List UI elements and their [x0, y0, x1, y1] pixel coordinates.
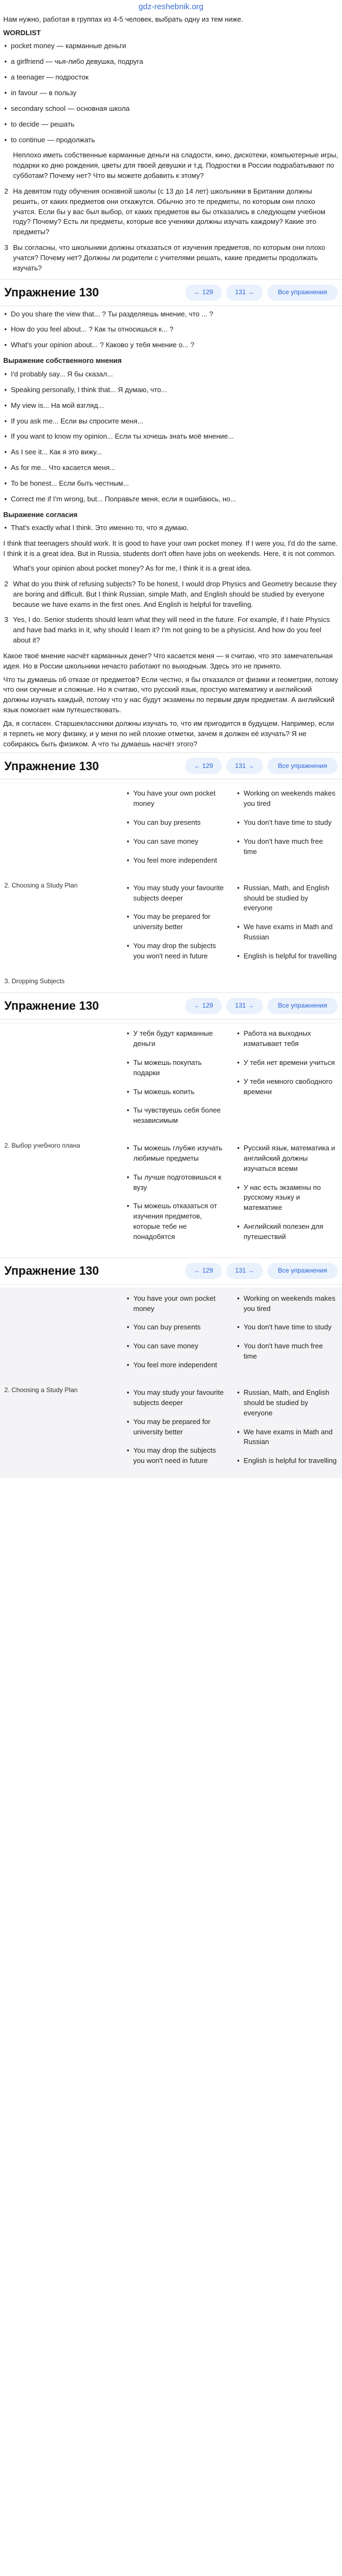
list-item: • a teenager — подросток — [3, 72, 339, 83]
list-item: • You have your own pocket money — [126, 1294, 227, 1314]
prev-exercise-button[interactable]: ← 129 — [185, 284, 222, 301]
list-item: • You may be prepared for university better — [126, 1417, 227, 1438]
answer-2 — [3, 579, 339, 610]
pros-list — [126, 1029, 227, 1126]
agreement-title: Выражение согласия — [3, 510, 78, 519]
list-item: • Working on weekends makes you tired — [236, 1294, 338, 1314]
list-item: • I'd probably say... Я бы сказал... — [3, 369, 339, 380]
table-cell — [232, 1023, 342, 1138]
list-item: • Ты можешь глубже изучать любимые предметы — [126, 1143, 227, 1164]
table-cell — [0, 783, 121, 877]
table-cell — [0, 1288, 121, 1382]
answer-ru-1: Какое твоё мнение насчёт карманных денег? Что касается меня — я считаю, что это замечательная идея. Но в России школьники нечасто работают по выходным. Здесь это не принято. — [3, 651, 333, 670]
list-item: • Работа на выходных изматывает тебя — [236, 1029, 338, 1049]
table-cell — [232, 878, 342, 974]
pros-list — [126, 1388, 227, 1466]
list-item: • You can save money — [126, 1341, 227, 1352]
next-exercise-button[interactable]: 131 → — [226, 998, 263, 1014]
table-cell — [121, 1288, 232, 1382]
list-item: • You don't have time to study — [236, 1322, 338, 1333]
list-item: • pocket money — карманные деньги — [3, 41, 339, 51]
list-item: • in favour — в пользу — [3, 88, 339, 98]
cons-list — [236, 1294, 338, 1362]
answer-2-text: What do you think of refusing subjects? To be honest, I would drop Physics and Geometry because they are boring and difficult. But I think Russian, simple Math, and English should be studied by everyone because we have exams in the first ones. And English is helpful for travelling. — [13, 579, 337, 608]
list-item: • You may drop the subjects you won't need in future — [126, 1446, 227, 1466]
table-cell — [121, 1382, 232, 1478]
question-1-text: Неплохо иметь собственные карманные деньги на сладости, кино, дискотеки, компьютерные игры, подарки ко дню рождения, цветы для твоей девушки и т.д. Подростки в России подрабатывают по субботам? Почему нет? Что вы можете добавить к этому? — [13, 151, 338, 180]
answers-list — [3, 564, 339, 646]
question-1 — [3, 150, 339, 181]
prev-exercise-button[interactable]: ← 129 — [185, 1263, 222, 1279]
list-item: • You may drop the subjects you won't need in future — [126, 941, 227, 962]
question-number: 3 — [4, 243, 9, 252]
table-cell — [121, 878, 232, 974]
exercise-nav-bar — [0, 1257, 342, 1284]
table-cell — [121, 1023, 232, 1138]
pros-list — [126, 883, 227, 962]
list-item: • If you ask me... Если вы спросите меня... — [3, 416, 339, 427]
list-item: • Russian, Math, and English should be studied by everyone — [236, 883, 338, 914]
nav-controls — [185, 284, 338, 301]
next-exercise-button[interactable]: 131 → — [226, 758, 263, 774]
cons-list — [236, 1029, 338, 1097]
exercise-nav-bar — [0, 992, 342, 1019]
prev-exercise-button[interactable]: ← 129 — [185, 998, 222, 1014]
list-item: • We have exams in Math and Russian — [236, 922, 338, 943]
task-intro-section — [0, 15, 342, 274]
table-cell — [232, 1382, 342, 1478]
list-item: • You can save money — [126, 837, 227, 847]
table-cell — [232, 974, 342, 989]
list-item: • You don't have much free time — [236, 837, 338, 857]
list-item: • You feel more independent — [126, 856, 227, 866]
list-item: • As for me... Что касается меня... — [3, 463, 339, 473]
answer-1-opinion: What's your opinion about pocket money? As for me, I think it is a great idea. — [13, 564, 252, 572]
table-cell — [121, 974, 232, 989]
table-cell — [121, 1138, 232, 1254]
list-item: • Ты можешь копить — [126, 1087, 227, 1097]
exercise-title: Упражнение 130 — [4, 999, 99, 1013]
opinion-phrases-list — [3, 309, 339, 351]
list-item: • Working on weekends makes you tired — [236, 789, 338, 809]
intro-text: Нам нужно, работая в группах из 4-5 человек, выбрать одну из тем ниже. — [3, 15, 244, 23]
list-item: • У нас есть экзамены по русскому языку и математике — [236, 1183, 338, 1214]
all-exercises-button[interactable]: Все упражнения — [267, 758, 338, 774]
list-item: • Ты можешь покупать подарки — [126, 1058, 227, 1078]
list-item: • a girlfriend — чья-либо девушка, подруга — [3, 57, 339, 67]
row-label: 2. Choosing a Study Plan — [4, 881, 78, 889]
answer-number: 3 — [4, 615, 9, 624]
list-item: • We have exams in Math and Russian — [236, 1427, 338, 1448]
list-item: • You don't have much free time — [236, 1341, 338, 1362]
list-item: • As I see it... Как я это вижу... — [3, 447, 339, 458]
answer-1 — [3, 564, 339, 574]
nav-controls — [185, 998, 338, 1014]
table-cell — [121, 783, 232, 877]
table-cell — [0, 1023, 121, 1138]
list-item: • You may study your favourite subjects deeper — [126, 883, 227, 904]
list-item: • У тебя нет времени учиться — [236, 1058, 338, 1068]
list-item: • to decide — решать — [3, 120, 339, 130]
answer-number: 2 — [4, 579, 9, 588]
exercise-title: Упражнение 130 — [4, 285, 99, 299]
list-item: • Английский полезен для путешествий — [236, 1222, 338, 1242]
list-item: • Do you share the view that... ? Ты разделяешь мнение, что ... ? — [3, 309, 339, 320]
agreement-list — [3, 523, 339, 533]
questions-list — [3, 150, 339, 273]
question-number: 2 — [4, 187, 9, 195]
wordlist-title: WORDLIST — [3, 28, 41, 37]
list-item: • Correct me if I'm wrong, but... Поправьте меня, если я ошибаюсь, но... — [3, 494, 339, 505]
prev-exercise-button[interactable]: ← 129 — [185, 758, 222, 774]
list-item: • You may be prepared for university better — [126, 912, 227, 932]
list-item: • secondary school — основная школа — [3, 104, 339, 114]
list-item: • You can buy presents — [126, 818, 227, 828]
all-exercises-button[interactable]: Все упражнения — [267, 1263, 338, 1279]
cons-list — [236, 1388, 338, 1466]
list-item: • Ты можешь отказаться от изучения предметов, которые тебе не понадобятся — [126, 1201, 227, 1242]
row-label: 2. Choosing a Study Plan — [0, 1382, 121, 1478]
wordlist — [3, 41, 339, 145]
phrases-section — [0, 309, 342, 750]
question-2-text: На девятом году обучения основной школы (с 13 до 14 лет) школьники в Британии должны решить, от каких предметов они откажутся. Обычно это те предметы, по которым они плохо учатся. Если бы у вас был выбор, от каких предметов вы бы отказались в следующем учебном году? Почему? Есть ли предметы, которые все ученики должны изучать каждому? Какие это предметы? — [13, 187, 326, 236]
list-item: • Ты чувствуешь себя более независимым — [126, 1105, 227, 1126]
own-opinion-title: Выражение собственного мнения — [3, 356, 122, 365]
list-item: • You may study your favourite subjects deeper — [126, 1388, 227, 1408]
cons-list — [236, 883, 338, 962]
list-item: • How do you feel about... ? Как ты относишься к... ? — [3, 325, 339, 335]
answer-3 — [3, 615, 339, 646]
pros-list — [126, 1143, 227, 1242]
list-item: • You can buy presents — [126, 1322, 227, 1333]
exercise-nav-bar — [0, 279, 342, 306]
question-2 — [3, 187, 339, 237]
list-item: • У тебя будут карманные деньги — [126, 1029, 227, 1049]
pros-cons-table-ru — [0, 1023, 342, 1254]
list-item: • to continue — продолжать — [3, 135, 339, 145]
list-item: • Russian, Math, and English should be studied by everyone — [236, 1388, 338, 1419]
answer-ru-3: Да, я согласен. Старшеклассники должны изучать то, что им пригодится в будущем. Например, если я терпеть не могу физику, и у меня по ней плохие отметки, зачем я должен её изучать? Я не собираюсь быть физиком. А что ты думаешь насчёт этого? — [3, 719, 334, 748]
table-cell — [232, 1138, 342, 1254]
list-item: • You feel more independent — [126, 1360, 227, 1370]
list-item: • If you want to know my opinion... Если ты хочешь знать моё мнение... — [3, 432, 339, 442]
list-item: • Speaking personally, I think that... Я думаю, что... — [3, 385, 339, 395]
list-item: • That's exactly what I think. Это именно то, что я думаю. — [3, 523, 339, 533]
table-cell — [232, 1288, 342, 1382]
row-label: 2. Выбор учебного плана — [4, 1142, 81, 1150]
exercise-nav-bar — [0, 752, 342, 779]
list-item: • Русский язык, математика и английский должны изучаться всеми — [236, 1143, 338, 1174]
all-exercises-button[interactable]: Все упражнения — [267, 284, 338, 301]
pros-list — [126, 789, 227, 865]
row-label: 3. Dropping Subjects — [4, 977, 65, 985]
list-item: • You have your own pocket money — [126, 789, 227, 809]
all-exercises-button[interactable]: Все упражнения — [267, 998, 338, 1014]
nav-controls — [185, 1263, 338, 1279]
own-opinion-list — [3, 369, 339, 505]
question-3-text: Вы согласны, что школьники должны отказаться от изучения предметов, по которым они плохо учатся? Почему нет? Должны ли родители с учителями решать, какие предметы продолжать изучать? — [13, 243, 326, 272]
top-watermark: gdz-reshebnik.org — [138, 2, 204, 11]
list-item: • English is helpful for travelling — [236, 951, 338, 962]
cons-list — [236, 789, 338, 857]
exercise-title: Упражнение 130 — [4, 759, 99, 773]
nav-controls — [185, 758, 338, 774]
list-item: • My view is... На мой взгляд... — [3, 401, 339, 411]
list-item: • You don't have time to study — [236, 818, 338, 828]
pros-cons-table-en-2 — [0, 1288, 342, 1478]
exercise-title: Упражнение 130 — [4, 1263, 99, 1277]
answer-3-text: Yes, I do. Senior students should learn what they will need in the future. For example, if I hate Physics and have bad marks in it, why should I learn it? I'm not going to be a physicist. And how do you feel about it? — [13, 615, 330, 645]
question-3 — [3, 243, 339, 274]
list-item: • To be honest... Если быть честным... — [3, 479, 339, 489]
next-exercise-button[interactable]: 131 → — [226, 1263, 263, 1279]
list-item: • У тебя немного свободного времени — [236, 1077, 338, 1097]
list-item: • Ты лучше подготовишься к вузу — [126, 1173, 227, 1193]
pros-list — [126, 1294, 227, 1370]
answer-ru-2: Что ты думаешь об отказе от предметов? Если честно, я бы отказался от физики и геометрии, потому что они скучные и сложные. Но я считаю, что русский язык, простую математику и английский должны изучать каждый, потому что у нас будут экзамены по первым двум предметам. А английский язык помогает нам путешествовать. — [3, 675, 338, 714]
list-item: • English is helpful for travelling — [236, 1456, 338, 1466]
table-cell — [232, 783, 342, 877]
cons-list — [236, 1143, 338, 1242]
list-item: • What's your opinion about... ? Каково у тебя мнение о... ? — [3, 340, 339, 350]
next-exercise-button[interactable]: 131 → — [226, 284, 263, 301]
pros-cons-table-en — [0, 783, 342, 989]
answer-1-text: I think that teenagers should work. It is good to have your own pocket money. If I were you, I'd do the same. I think it is a great idea. But in Russia, students don't often have jobs on weekends. Here, it is not common. — [3, 539, 338, 558]
